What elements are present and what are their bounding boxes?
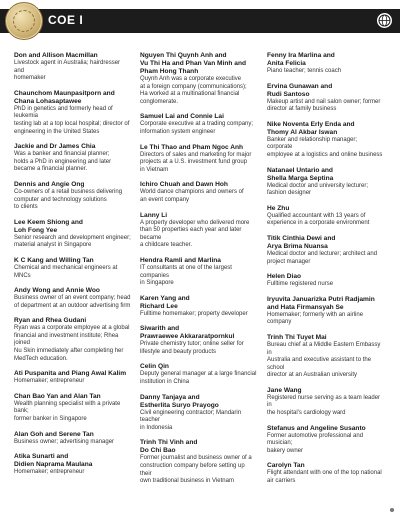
honoree-entry [267, 167, 384, 198]
honoree-entry [140, 394, 257, 433]
honoree-entry [14, 181, 131, 212]
honoree-entry [14, 453, 131, 477]
honoree-name: Carolyn Tan [267, 462, 305, 470]
honoree-description: Was a banker and financial planner; holds a PhD in engineering and later became a financial planner. [14, 151, 112, 173]
honoree-description: Chemical and mechanical engineers at MNCs [14, 264, 118, 279]
honoree-entry [14, 287, 131, 310]
honoree-name: K C Kang and Willing Tan [14, 256, 94, 264]
honoree-description: Registered nurse serving as a team leader in the hospital's cardiology ward [267, 394, 381, 417]
honoree-entry [267, 425, 384, 456]
honoree-description: Private chemistry tutor; online seller for lifestyle and beauty products [140, 341, 244, 355]
honoree-entry [140, 181, 257, 204]
honoree-entry [14, 143, 131, 174]
honoree-name: Karen Yang and Richard Lee [140, 294, 190, 310]
honoree-entry [140, 52, 257, 106]
honoree-name: Dennis and Angie Ong [14, 180, 85, 188]
honoree-entry [14, 219, 131, 250]
honoree-name: Trinh Thi Vinh and Do Chi Bao [140, 439, 198, 455]
column-right [263, 52, 390, 510]
honoree-entry [140, 113, 257, 136]
honoree-entry [14, 393, 131, 424]
honoree-name: Chan Bao Yan and Alan Tan [14, 392, 101, 400]
honoree-description: Directors of sales and marketing for major projects at a U.S. investment fund group in Vietnam [140, 151, 252, 173]
honoree-entry [14, 257, 131, 280]
honoree-name: Le Thi Thao and Pham Ngoc Anh [140, 143, 244, 151]
honoree-description: A property developer who delivered more than 50 properties each year and later became a childcare teacher. [140, 219, 250, 249]
honoree-entry [14, 431, 131, 447]
honoree-description: Business owner; advertising manager [14, 438, 115, 445]
honoree-name: Stefanus and Angeline Susanto [267, 424, 366, 432]
corner-dot [390, 508, 394, 512]
honoree-description: Homemaker; formerly with an airline company [267, 311, 364, 326]
honoree-name: Chaunchom Maunpasitporn and Chana Lohasaptawee [14, 89, 115, 105]
honoree-name: Lanny Li [140, 211, 168, 219]
honoree-description: Quynh Anh was a corporate executive at a foreign company (communications); Ha worked at a multinational financial conglomerate. [140, 76, 247, 105]
honoree-description: Deputy general manager at a large financial institution in China [140, 371, 257, 386]
honoree-description: PhD in genetics and formerly head of leukemia testing lab at a top local hospital; director of engineering in the United States [14, 105, 130, 135]
honoree-entry [14, 370, 131, 386]
honoree-description: Makeup artist and nail salon owner; former director at family business [267, 98, 381, 113]
honoree-entry [267, 462, 384, 485]
honoree-name: Jane Wang [267, 386, 302, 394]
honoree-name: Jackie and Dr James Chia [14, 143, 96, 151]
honoree-name: He Zhu [267, 204, 290, 212]
honoree-description: Fulltime homemaker; property developer [140, 310, 248, 317]
honoree-description: Livestock agent in Australia; hairdresser and homemaker [14, 60, 121, 82]
honoree-entry [140, 295, 257, 319]
honoree-name: Helen Diao [267, 273, 302, 281]
honoree-description: Medical doctor and lecturer; architect and project manager [267, 250, 378, 265]
honoree-name: Nguyen Thi Quynh Anh and Vu Thi Ha and Phan Van Minh and Pham Hong Thanh [140, 52, 246, 75]
honoree-name: Nike Noventa Erly Enda and Thomy Al Akbar Iswan [267, 120, 355, 136]
honoree-description: Former journalist and business owner of a construction company before setting up their own traditional business in Vietnam [140, 455, 252, 485]
honoree-entry [267, 235, 384, 266]
honoree-entry [267, 273, 384, 289]
honoree-description: Corporate executive at a trading company; information system engineer [140, 121, 254, 135]
honoree-entry [267, 387, 384, 418]
honoree-description: Ryan was a corporate employee at a global financial and investment institute; Rhea joined Nu Skin immediately after completing her MedTech education. [14, 325, 130, 362]
honoree-name: Lee Keem Shiong and Loh Fong Yee [14, 218, 83, 234]
honoree-description: Business owner of an event company; head of department at an outdoor advertising firm [14, 295, 131, 309]
honoree-entry [140, 144, 257, 175]
honoree-name: Andy Wong and Annie Woo [14, 287, 100, 295]
honoree-name: Samuel Lai and Connie Lai [140, 113, 224, 121]
honoree-name: Iryuvita Januarizka Putri Radjamin and Hata Firmansyah Se [267, 295, 375, 311]
honoree-name: Ryan and Rhea Gudani [14, 317, 87, 325]
honoree-description: IT consultants at one of the largest companies in Singapore [140, 264, 232, 287]
honoree-entry [140, 257, 257, 288]
honoree-description: Medical doctor and university lecturer; fashion designer [267, 182, 369, 197]
honoree-name: Ichiro Chuah and Dawn Hoh [140, 181, 228, 189]
honoree-description: Bureau chief at a Middle Eastern Embassy in Australia and executive assistant to the school director at an Australian university [267, 341, 381, 379]
honoree-name: Danny Tanjaya and Estherlita Suryo Prayogo [140, 393, 219, 409]
honoree-name: Trinh Thi Tuyet Mai [267, 333, 327, 341]
honoree-description: Banker and relationship manager; corporate employee at a logistics and online business [267, 136, 383, 158]
honoree-description: Former automotive professional and musician; bakery owner [267, 432, 364, 454]
honoree-entry [14, 317, 131, 363]
honoree-description: Qualified accountant with 13 years of experience in a corporate environment [267, 212, 370, 227]
honoree-entry [14, 52, 131, 83]
honoree-entry [140, 363, 257, 386]
honoree-name: Titik Cinthia Dewi and Arya Brima Nuansa [267, 234, 336, 250]
honoree-name: Ati Puspanita and Piang Awal Kalim [14, 370, 127, 378]
honoree-entry [140, 439, 257, 485]
honoree-description: Homemaker; entrepreneur [14, 378, 85, 385]
honoree-description: World dance champions and owners of an event company [140, 189, 244, 203]
honoree-name: Ervina Gunawan and Rudi Santoso [267, 82, 333, 98]
honoree-name: Fenny Ira Marlina and Anita Felicia [267, 52, 335, 67]
honoree-description: Co-owners of a retail business delivering computer and technology solutions to clients [14, 188, 123, 211]
globe-icon [377, 13, 392, 28]
column-left [14, 52, 137, 510]
honoree-name: Natanael Untario and Shella Marga Septina [267, 166, 334, 182]
honoree-entry [267, 334, 384, 380]
honoree-name: Hendra Ramli and Marlina [140, 256, 221, 264]
column-middle [137, 52, 263, 510]
honoree-entry [267, 83, 384, 114]
honoree-description: Senior research and development engineer; material analyst in Singapore [14, 234, 131, 249]
honoree-columns [14, 52, 390, 510]
page-title: COE I [48, 13, 84, 27]
honoree-name: Atika Sunarti and Didien Naprama Maulana [14, 453, 93, 469]
honoree-description: Flight attendant with one of the top national air carriers [267, 470, 382, 485]
honoree-entry [140, 325, 257, 356]
honoree-entry [267, 205, 384, 228]
honoree-description: Wealth planning specialist with a private bank; former banker in Singapore [14, 400, 121, 423]
honoree-entry [14, 90, 131, 136]
honoree-description: Piano teacher; tennis coach [267, 68, 342, 74]
medal-icon [5, 2, 43, 40]
honoree-name: Celin Qin [140, 363, 169, 371]
header [0, 0, 400, 40]
honoree-entry [267, 296, 384, 327]
honoree-name: Don and Allison Macmillan [14, 52, 98, 59]
honoree-entry [267, 52, 384, 76]
honoree-name: Siwarith and Prawraewee Akkararatpornkul [140, 325, 235, 341]
honoree-description: Civil engineering contractor; Mandarin teacher in Indonesia [140, 409, 242, 431]
honoree-entry [140, 212, 257, 250]
honoree-name: Alan Goh and Serene Tan [14, 430, 94, 438]
honoree-entry [267, 121, 384, 160]
honoree-description: Fulltime registered nurse [267, 281, 334, 288]
honoree-description: Homemaker; entrepreneur [14, 469, 85, 476]
